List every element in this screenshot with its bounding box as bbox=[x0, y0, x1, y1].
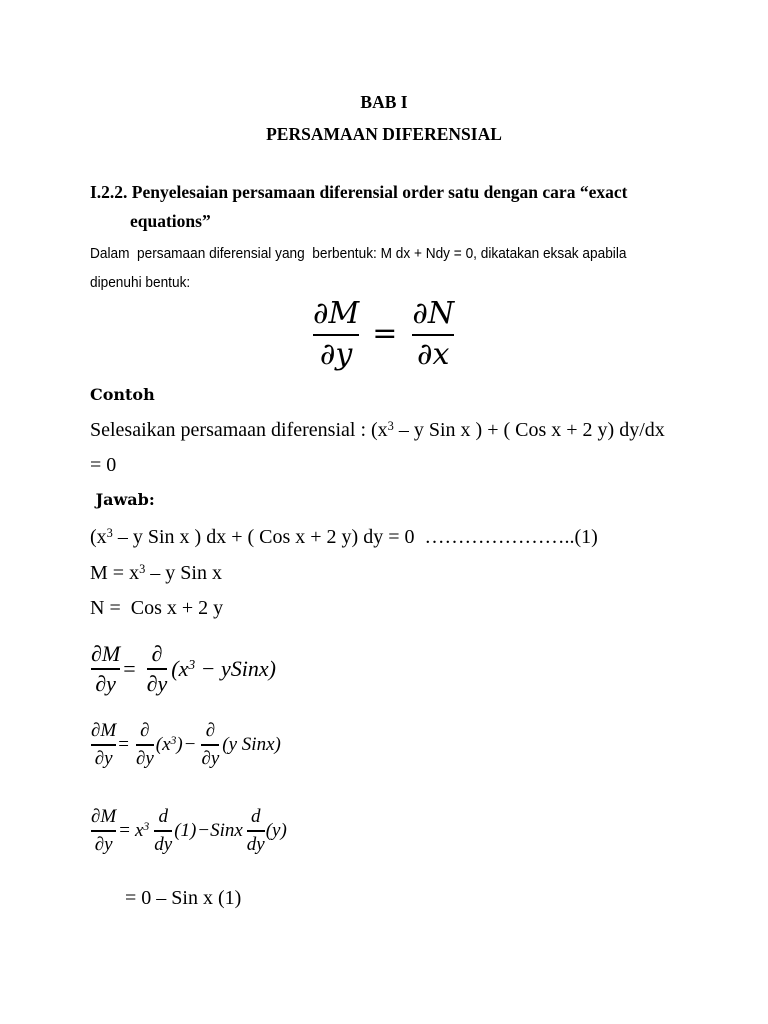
equals-sign: = bbox=[372, 316, 398, 351]
equation-1 bbox=[90, 527, 598, 547]
chapter-label: BAB I bbox=[360, 92, 408, 112]
fraction-bar bbox=[147, 668, 168, 670]
exponent: 3 bbox=[387, 418, 394, 433]
exponent: 3 bbox=[170, 734, 177, 748]
fraction-dn-dx bbox=[409, 296, 457, 372]
fraction-denominator: ∂y bbox=[94, 833, 113, 855]
exponent: 3 bbox=[106, 525, 113, 540]
answer-label: Jawab: bbox=[90, 490, 155, 509]
fraction-denominator: dy bbox=[154, 833, 173, 855]
fraction-numerator: d bbox=[251, 806, 261, 827]
fraction-denominator: ∂y bbox=[319, 337, 353, 372]
fraction-bar bbox=[201, 744, 219, 746]
minus-sign: − bbox=[184, 734, 196, 756]
example-label: Contoh bbox=[90, 385, 155, 404]
derivation-result: = 0 – Sin x (1) bbox=[125, 887, 242, 909]
fraction-bar bbox=[91, 830, 116, 832]
fraction-denominator: ∂y bbox=[94, 747, 113, 769]
fraction-bar bbox=[247, 830, 265, 832]
partial-operator-fraction bbox=[200, 720, 220, 770]
intro-line2: dipenuhi bentuk: bbox=[90, 274, 191, 291]
m-definition bbox=[90, 563, 222, 583]
operand-expression: (y Sinx) bbox=[222, 734, 281, 756]
exponent: 3 bbox=[139, 561, 146, 576]
operand-close: ) bbox=[176, 734, 183, 756]
section-heading-line2: equations” bbox=[130, 211, 211, 231]
exactness-condition-formula bbox=[310, 296, 457, 372]
section-heading-line1: I.2.2. Penyelesaian persamaan diferensial order satu dengan cara “exact bbox=[90, 182, 628, 202]
fraction-numerator: ∂ bbox=[205, 720, 216, 741]
operand-expression: (1) bbox=[174, 820, 197, 842]
fraction-bar bbox=[91, 744, 116, 746]
derivation-step-2 bbox=[90, 720, 281, 770]
fraction-dm-dy bbox=[310, 296, 362, 372]
operand-expression bbox=[171, 655, 276, 681]
fraction-denominator: ∂x bbox=[417, 337, 450, 372]
m-definition-text: – y Sin x bbox=[145, 562, 222, 584]
operand-expression: (y) bbox=[265, 820, 287, 842]
equation-text: – y Sin x ) dx + ( Cos x + 2 y) dy = 0 …………………..(1) bbox=[112, 526, 598, 548]
fraction-numerator: ∂M bbox=[91, 720, 117, 741]
m-definition-text: M = x bbox=[90, 562, 140, 584]
fraction-dm-dy bbox=[90, 806, 117, 856]
fraction-numerator: ∂M bbox=[91, 806, 117, 827]
derivation-step-3 bbox=[90, 806, 287, 856]
fraction-bar bbox=[412, 334, 454, 336]
problem-text: Selesaikan persamaan diferensial : (x bbox=[90, 419, 388, 441]
coefficient bbox=[135, 821, 149, 840]
fraction-denominator: dy bbox=[246, 833, 265, 855]
derivation-step-1 bbox=[90, 642, 276, 696]
fraction-numerator: ∂M bbox=[313, 296, 360, 331]
fraction-bar bbox=[136, 744, 154, 746]
fraction-numerator: ∂M bbox=[91, 641, 121, 666]
fraction-numerator: d bbox=[158, 806, 168, 827]
equals-sign: = bbox=[118, 734, 129, 756]
equals-sign: = bbox=[119, 820, 130, 842]
fraction-dm-dy bbox=[90, 720, 117, 770]
operand-open: (x bbox=[155, 734, 171, 756]
partial-operator-fraction bbox=[146, 642, 169, 696]
problem-continuation: = 0 bbox=[90, 454, 117, 476]
coefficient-base: x bbox=[134, 820, 144, 842]
fraction-numerator: ∂ bbox=[151, 641, 163, 666]
fraction-dm-dy bbox=[90, 642, 121, 696]
operand-open: (x bbox=[171, 655, 189, 681]
problem-text: – y Sin x ) + ( Cos x + 2 y) dy/dx bbox=[393, 419, 665, 441]
fraction-numerator: ∂N bbox=[412, 296, 455, 331]
fraction-bar bbox=[91, 668, 120, 670]
fraction-bar bbox=[313, 334, 359, 336]
fraction-denominator: ∂y bbox=[95, 670, 116, 696]
problem-statement bbox=[90, 420, 665, 440]
equals-sign: = bbox=[123, 655, 136, 681]
fraction-numerator: ∂ bbox=[140, 720, 150, 741]
chapter-title: PERSAMAAN DIFERENSIAL bbox=[266, 124, 502, 144]
intro-line1: Dalam persamaan diferensial yang berbentuk: M dx + Ndy = 0, dikatakan eksak apabila bbox=[90, 245, 627, 262]
partial-operator-fraction bbox=[135, 720, 155, 770]
fraction-bar bbox=[154, 830, 172, 832]
fraction-denominator: ∂y bbox=[135, 747, 154, 769]
minus-sign: − bbox=[198, 820, 210, 842]
operand-expression bbox=[156, 735, 183, 754]
operand-close: − ySinx) bbox=[195, 655, 276, 681]
n-definition: N = Cos x + 2 y bbox=[90, 597, 224, 619]
exponent: 3 bbox=[143, 820, 150, 834]
derivative-operator-fraction bbox=[246, 806, 266, 856]
exponent: 3 bbox=[188, 656, 196, 672]
equation-text: (x bbox=[90, 526, 107, 548]
coefficient: Sinx bbox=[210, 820, 243, 842]
derivative-operator-fraction bbox=[153, 806, 173, 856]
fraction-denominator: ∂y bbox=[146, 670, 168, 696]
fraction-denominator: ∂y bbox=[201, 747, 220, 769]
